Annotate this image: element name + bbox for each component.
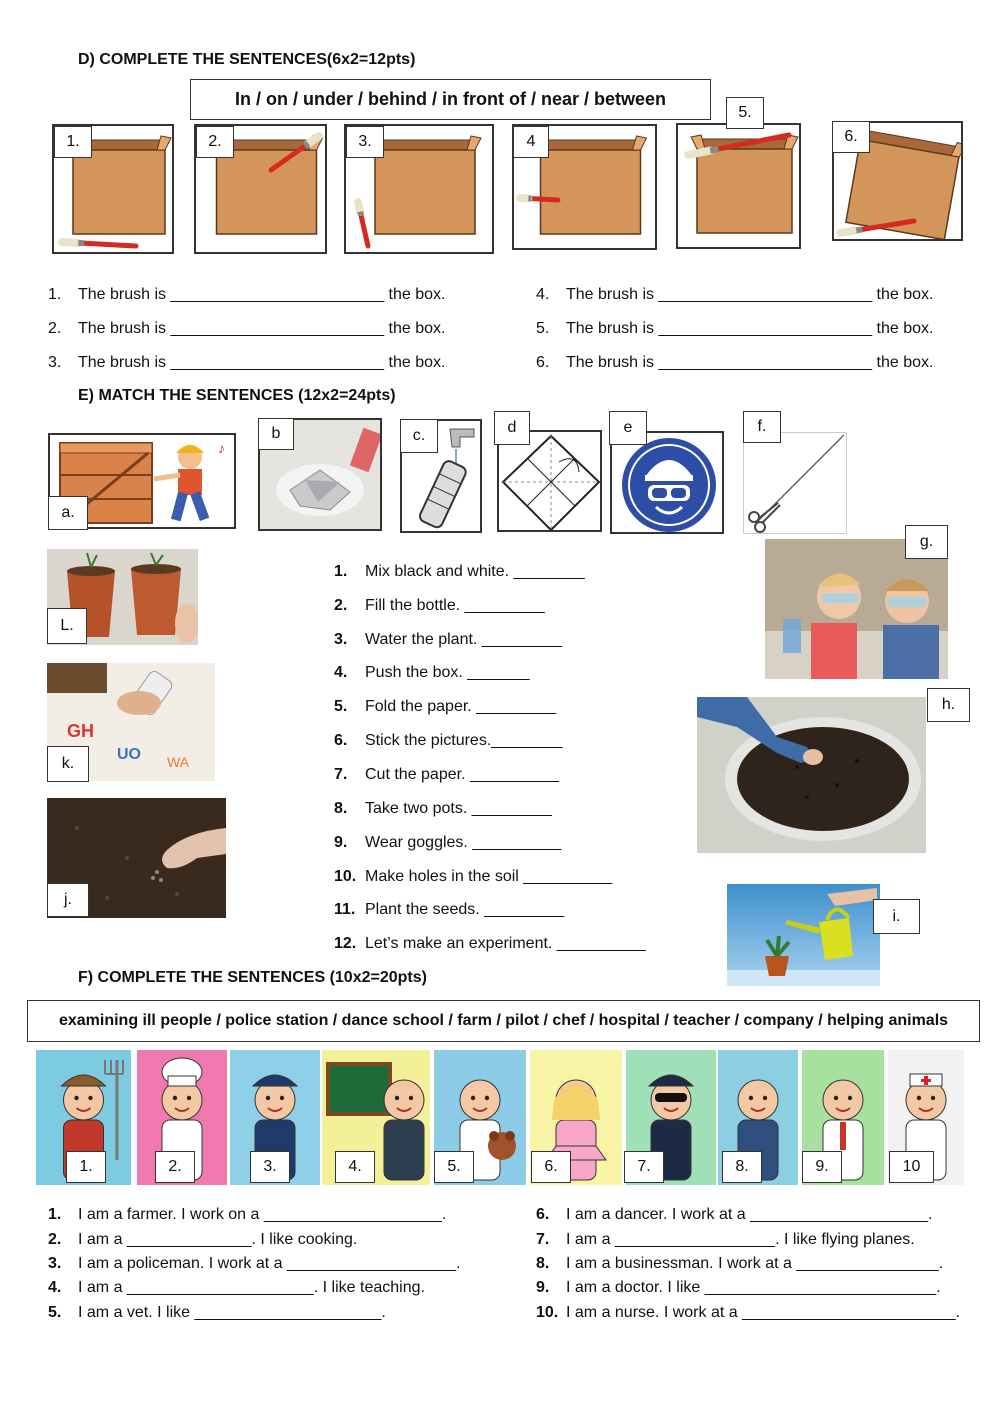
label-l: L. (47, 608, 87, 644)
picture-fold-paper (497, 430, 602, 532)
box-label-4: 4 (513, 126, 549, 158)
label-h: h. (927, 688, 970, 722)
e-sentence-10[interactable]: 10. Make holes in the soil __________ (334, 868, 613, 885)
d-blank-4[interactable]: ________________________ (658, 286, 873, 303)
e-sentence-5[interactable]: 5. Fold the paper. _________ (334, 698, 557, 715)
f-sentence-6[interactable]: 6. I am a dancer. I work at a ____________________. (536, 1206, 933, 1223)
label-j: j. (47, 883, 89, 917)
box-label-3: 3. (346, 126, 384, 158)
job-label-7: 7. (624, 1151, 664, 1183)
job-label-1: 1. (66, 1151, 106, 1183)
section-d-word-bank: In / on / under / behind / in front of / near / between (190, 79, 711, 120)
d-sentence-2: 2. The brush is ________________________ the box. (48, 320, 446, 337)
job-label-3: 3. (250, 1151, 290, 1183)
box-label-5: 5. (726, 97, 764, 129)
job-label-9: 9. (802, 1151, 842, 1183)
label-k: k. (47, 746, 89, 782)
d-sentence-3: 3. The brush is ________________________ the box. (48, 354, 446, 371)
picture-water-plant (727, 884, 880, 986)
f-sentence-8[interactable]: 8. I am a businessman. I work at a ________________. (536, 1255, 944, 1272)
f-sentence-9[interactable]: 9. I am a doctor. I like __________________________. (536, 1279, 941, 1296)
label-d: d (494, 411, 530, 445)
svg-text:GH: GH (67, 721, 94, 741)
d-sentence-5: 5. The brush is ________________________ the box. (536, 320, 934, 337)
svg-text:UO: UO (117, 746, 141, 763)
box-picture-5 (676, 123, 801, 249)
label-f: f. (743, 411, 781, 443)
e-sentence-9[interactable]: 9. Wear goggles. __________ (334, 834, 562, 851)
job-label-4: 4. (335, 1151, 375, 1183)
picture-experiment (765, 539, 948, 679)
picture-make-holes (697, 697, 926, 853)
label-i: i. (873, 899, 920, 934)
d-sentence-6: 6. The brush is ________________________ the box. (536, 354, 934, 371)
section-f-title: F) COMPLETE THE SENTENCES (10x2=20pts) (78, 969, 427, 986)
picture-cut-paper (743, 432, 847, 534)
f-sentence-1[interactable]: 1. I am a farmer. I work on a ____________________. (48, 1206, 447, 1223)
d-blank-6[interactable]: ________________________ (658, 354, 873, 371)
label-b: b (258, 418, 294, 450)
e-sentence-4[interactable]: 4. Push the box. _______ (334, 664, 530, 681)
box-label-1: 1. (54, 126, 92, 158)
f-sentence-10[interactable]: 10. I am a nurse. I work at a ________________________. (536, 1304, 961, 1321)
svg-text:WA: WA (167, 754, 190, 770)
f-sentence-5[interactable]: 5. I am a vet. I like _____________________. (48, 1304, 386, 1321)
picture-wear-goggles (610, 431, 724, 534)
e-sentence-8[interactable]: 8. Take two pots. _________ (334, 800, 552, 817)
label-g: g. (905, 525, 948, 559)
d-blank-1[interactable]: ________________________ (170, 286, 385, 303)
d-blank-5[interactable]: ________________________ (658, 320, 873, 337)
f-sentence-4[interactable]: 4. I am a _____________________. I like teaching. (48, 1279, 425, 1296)
box-label-6: 6. (832, 121, 870, 153)
d-blank-2[interactable]: ________________________ (170, 320, 385, 337)
job-label-10: 10 (889, 1151, 934, 1183)
e-sentence-11[interactable]: 11. Plant the seeds. _________ (334, 901, 565, 918)
box-label-2: 2. (196, 126, 234, 158)
job-label-8: 8. (722, 1151, 762, 1183)
label-e: e (609, 411, 647, 445)
svg-text:♪: ♪ (218, 440, 225, 456)
f-sentence-2[interactable]: 2. I am a ______________. I like cooking. (48, 1231, 358, 1248)
job-label-2: 2. (155, 1151, 195, 1183)
e-sentence-12[interactable]: 12. Let’s make an experiment. __________ (334, 935, 646, 952)
e-sentence-7[interactable]: 7. Cut the paper. __________ (334, 766, 559, 783)
f-sentence-7[interactable]: 7. I am a __________________. I like flying planes. (536, 1231, 915, 1248)
label-a: a. (48, 496, 88, 530)
section-e-title: E) MATCH THE SENTENCES (12x2=24pts) (78, 387, 396, 404)
job-label-6: 6. (531, 1151, 571, 1183)
e-sentence-6[interactable]: 6. Stick the pictures.________ (334, 732, 563, 749)
e-sentence-2[interactable]: 2. Fill the bottle. _________ (334, 597, 545, 614)
job-label-5: 5. (434, 1151, 474, 1183)
d-sentence-4: 4. The brush is ________________________ the box. (536, 286, 934, 303)
section-f-word-bank: examining ill people / police station / dance school / farm / pilot / chef / hospital / teacher / company / helping animals (27, 1000, 980, 1042)
d-sentence-1: 1. The brush is ________________________ the box. (48, 286, 446, 303)
e-sentence-3[interactable]: 3. Water the plant. _________ (334, 631, 562, 648)
f-sentence-3[interactable]: 3. I am a policeman. I work at a ___________________. (48, 1255, 461, 1272)
e-sentence-1[interactable]: 1. Mix black and white. ________ (334, 563, 585, 580)
d-blank-3[interactable]: ________________________ (170, 354, 385, 371)
section-d-title: D) COMPLETE THE SENTENCES(6x2=12pts) (78, 51, 416, 68)
label-c: c. (400, 419, 438, 453)
